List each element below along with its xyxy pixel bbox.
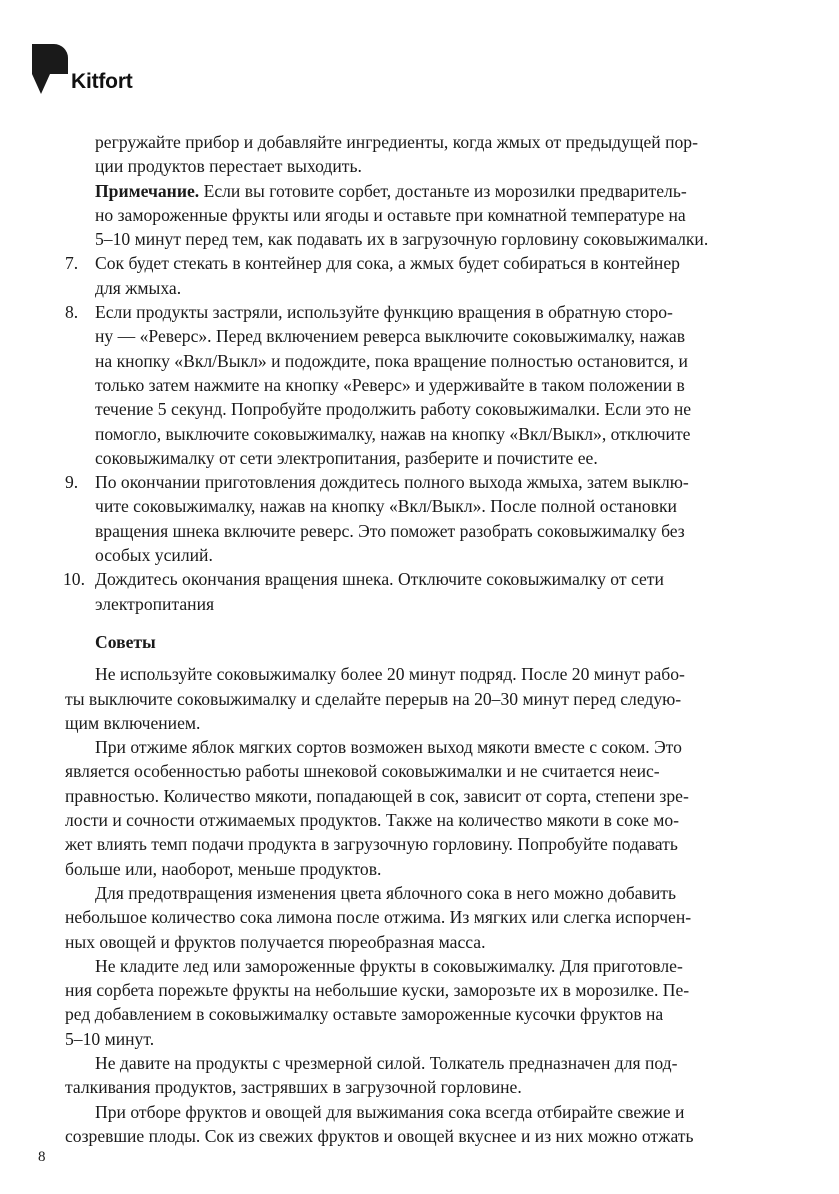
text-line: соковыжималку от сети электропитания, разберите и почистите ее.	[95, 447, 598, 468]
text-line: Не кладите лед или замороженные фрукты в соковыжималку. Для приготовле-	[95, 955, 683, 976]
note-text: Если вы готовите сорбет, достаньте из морозилки предваритель-	[199, 180, 687, 201]
list-item-9	[65, 470, 777, 567]
text-line: регружайте прибор и добавляйте ингредиенты, когда жмых от предыдущей пор-	[95, 132, 698, 152]
text-line: вращения шнека включите реверс. Это поможет разобрать соковыжималку без	[95, 520, 685, 541]
tip-paragraph	[65, 954, 777, 1051]
brand-logo	[32, 44, 133, 94]
text-line: талкивания продуктов, застрявших в загрузочной горловине.	[65, 1077, 522, 1098]
text-line: электропитания	[95, 593, 215, 614]
text-line: чите соковыжималку, нажав на кнопку «Вкл/Выкл». После полной остановки	[95, 496, 677, 517]
note-label: Примечание.	[95, 180, 200, 201]
continuation-paragraph	[65, 130, 777, 179]
tip-paragraph	[65, 735, 777, 881]
text-line: Дождитесь окончания вращения шнека. Отключите соковыжималку от сети	[95, 569, 664, 590]
text-line: щим включением.	[65, 712, 201, 733]
page-content	[65, 130, 777, 1148]
text-line: для жмыха.	[95, 277, 182, 298]
text-line: жет влиять темп подачи продукта в загрузочную горловину. Попробуйте подавать	[65, 834, 678, 855]
text-line: При отжиме яблок мягких сортов возможен выход мякоти вместе с соком. Это	[95, 737, 682, 758]
text-line: ния сорбета порежьте фрукты на небольшие куски, заморозьте их в морозилке. Пе-	[65, 980, 690, 1001]
text-line: ных овощей и фруктов получается пюреобразная масса.	[65, 931, 486, 952]
list-item-8	[65, 300, 777, 470]
text-line: При отборе фруктов и овощей для выжимания сока всегда отбирайте свежие и	[95, 1101, 685, 1122]
text-line: Для предотвращения изменения цвета яблочного сока в него можно добавить	[95, 882, 676, 903]
list-item-number: 8.	[65, 302, 79, 323]
list-item-10	[65, 567, 777, 616]
text-line: особых усилий.	[95, 545, 213, 566]
text-line: ции продуктов перестает выходить.	[95, 156, 362, 177]
list-item-number: 10.	[63, 569, 85, 590]
text-line: Не давите на продукты с чрезмерной силой. Толкатель предназначен для под-	[95, 1052, 678, 1073]
text-line: больше или, наоборот, меньше продуктов.	[65, 858, 382, 879]
text-line: 5–10 минут перед тем, как подавать их в загрузочную горловину соковыжималки.	[95, 229, 709, 250]
text-line: Если продукты застряли, используйте функцию вращения в обратную сторо-	[95, 302, 673, 323]
tip-paragraph	[65, 1100, 777, 1149]
text-line: 5–10 минут.	[65, 1028, 155, 1049]
text-line: лости и сочности отжимаемых продуктов. Также на количество мякоти в соке мо-	[65, 810, 680, 831]
list-item-number: 9.	[65, 472, 79, 493]
tip-paragraph	[65, 662, 777, 735]
text-line: на кнопку «Вкл/Выкл» и подождите, пока вращение полностью остановится, и	[95, 350, 688, 371]
note-paragraph	[65, 179, 777, 252]
text-line: только затем нажмите на кнопку «Реверс» и удерживайте в таком положении в	[95, 374, 685, 395]
text-line: небольшое количество сока лимона после отжима. Из мягких или слегка испорчен-	[65, 907, 692, 928]
text-line: помогло, выключите соковыжималку, нажав на кнопку «Вкл/Выкл», отключите	[95, 423, 691, 444]
text-line	[95, 179, 777, 203]
text-line: ты выключите соковыжималку и сделайте перерыв на 20–30 минут перед следую-	[65, 688, 682, 709]
tip-paragraph	[65, 1051, 777, 1100]
text-line: течение 5 секунд. Попробуйте продолжить работу соковыжималки. Если это не	[95, 399, 692, 420]
text-line: ред добавлением в соковыжималку оставьте замороженные кусочки фруктов на	[65, 1004, 664, 1025]
kitfort-logo-icon	[32, 44, 68, 94]
text-line: созревшие плоды. Сок из свежих фруктов и овощей вкуснее и из них можно отжать	[65, 1125, 694, 1146]
text-line: является особенностью работы шнековой соковыжималки и не считается неис-	[65, 761, 660, 782]
tip-paragraph	[65, 881, 777, 954]
list-item-number: 7.	[65, 253, 79, 274]
brand-name: Kitfort	[71, 70, 133, 93]
page-number: 8	[38, 1149, 46, 1165]
list-item-7	[65, 251, 777, 300]
text-line: Не используйте соковыжималку более 20 минут подряд. После 20 минут рабо-	[95, 664, 685, 685]
text-line: но замороженные фрукты или ягоды и оставьте при комнатной температуре на	[95, 204, 686, 225]
text-line: правностью. Количество мякоти, попадающей в сок, зависит от сорта, степени зре-	[65, 785, 689, 806]
text-line: Сок будет стекать в контейнер для сока, а жмых будет собираться в контейнер	[95, 253, 680, 274]
text-line: ну — «Реверс». Перед включением реверса выключите соковыжималку, нажав	[95, 326, 686, 347]
text-line: По окончании приготовления дождитесь полного выхода жмыха, затем выклю-	[95, 472, 689, 493]
tips-heading: Советы	[95, 631, 156, 652]
